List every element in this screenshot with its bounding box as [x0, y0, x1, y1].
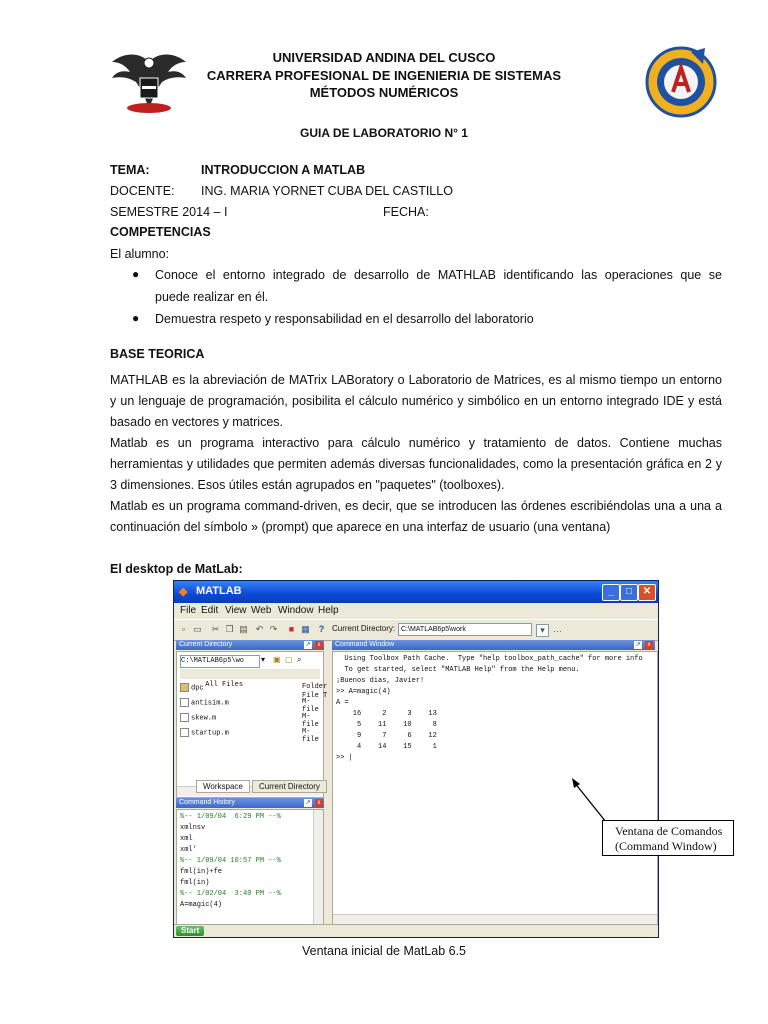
- new-folder-icon[interactable]: ▢: [285, 655, 293, 664]
- close-icon[interactable]: ✕: [638, 584, 656, 601]
- undock-icon[interactable]: ↗: [635, 642, 641, 648]
- file-type: M-file: [302, 713, 319, 729]
- bullet1-line1: Conoce el entorno integrado de desarrollo de MATHLAB identificando las operaciones que se: [155, 268, 722, 282]
- file-type: M-file: [302, 698, 319, 714]
- course-name: MÉTODOS NUMÉRICOS: [309, 85, 459, 100]
- file-row[interactable]: [180, 713, 319, 729]
- new-file-icon[interactable]: ▫: [181, 624, 186, 634]
- base-teorica-heading: BASE TEORICA: [110, 347, 205, 361]
- paragraph-1: MATHLAB es la abreviación de MATrix LABoratory o Laboratorio de Matrices, es al mismo tiempo un entorno y un lenguaje de programación, posibilita el cálculo numérico y simbólico en un entorno integrado IDE y está basado en vectores y matrices.: [110, 373, 722, 429]
- history-entry[interactable]: %-- 1/09/04 10:57 PM --%: [180, 857, 281, 865]
- career-name: CARRERA PROFESIONAL DE INGENIERIA DE SISTEMAS: [206, 68, 562, 83]
- docente-value: ING. MARIA YORNET CUBA DEL CASTILLO: [201, 184, 453, 198]
- m-file-icon: [180, 728, 189, 737]
- matlab-logo-icon: ◆: [179, 586, 188, 598]
- start-button[interactable]: Start: [176, 926, 204, 936]
- command-output: [336, 654, 643, 764]
- cut-icon[interactable]: ✂: [211, 624, 220, 634]
- current-directory-label: Current Directory:: [332, 624, 396, 633]
- history-entry[interactable]: fml(in)+fe: [180, 868, 223, 876]
- command-window-panel-title: Command Window: [335, 641, 395, 648]
- fecha-label: FECHA:: [383, 205, 429, 219]
- minimize-icon[interactable]: _: [602, 584, 620, 601]
- file-name: antisim.m: [191, 699, 229, 708]
- undock-icon[interactable]: ↗: [305, 642, 311, 648]
- maximize-icon[interactable]: □: [620, 584, 638, 601]
- current-directory-input[interactable]: C:\MATLAB6p5\work: [398, 623, 532, 636]
- menu-web[interactable]: Web: [251, 605, 272, 616]
- menu-bar: [174, 603, 658, 619]
- close-panel-icon[interactable]: x: [315, 641, 323, 649]
- file-row[interactable]: [180, 698, 319, 714]
- desktop-heading: El desktop de MatLab:: [110, 562, 243, 576]
- history-entry[interactable]: fml(in): [180, 879, 210, 887]
- chevron-down-icon[interactable]: ▾: [536, 624, 549, 637]
- university-name: UNIVERSIDAD ANDINA DEL CUSCO: [272, 50, 496, 65]
- help-icon[interactable]: ?: [318, 624, 325, 634]
- callout-line1: Ventana de Comandos: [615, 824, 723, 838]
- m-file-icon: [180, 713, 189, 722]
- redo-icon[interactable]: ↷: [269, 624, 278, 634]
- browse-folder-icon[interactable]: …: [553, 624, 562, 634]
- paragraph-2: Matlab es un programa interactivo para cálculo numérico y tratamiento de datos. Contiene muchas herramientas y utilidades que permiten además diversas funcionalidades, como la presentación gráfica en 2 y 3 dimensiones. Esos útiles están agrupados en "paquetes" (toolboxes).: [110, 436, 722, 492]
- competencias-intro: El alumno:: [110, 247, 170, 261]
- bullet-dot: ●: [132, 311, 140, 325]
- guide-title: GUIA DE LABORATORIO N° 1: [300, 126, 468, 140]
- matlab-window: [173, 580, 659, 938]
- paragraph-3: Matlab es un programa command-driven, es decir, que se introducen las órdenes escribiéndolas una a una a continuación del símbolo » (prompt) que aparece en una interfaz de usuario (una ventana): [110, 499, 722, 534]
- menu-edit[interactable]: Edit: [201, 605, 219, 616]
- toolbar: [174, 619, 658, 641]
- menu-file[interactable]: File: [180, 605, 197, 616]
- file-type: M-file: [302, 728, 319, 744]
- current-directory-panel-header: [176, 640, 324, 650]
- paste-icon[interactable]: ▤: [239, 624, 248, 634]
- command-history-panel-header: [176, 798, 324, 808]
- command-line: To get started, select "MATLAB Help" from the Help menu.: [336, 666, 580, 674]
- command-line: Using Toolbox Path Cache. Type "help toolbox_path_cache" for more info: [336, 655, 643, 663]
- command-history-pane: [176, 809, 324, 925]
- bullet2: Demuestra respeto y responsabilidad en el desarrollo del laboratorio: [155, 312, 534, 326]
- competencias-heading: COMPETENCIAS: [110, 225, 211, 239]
- figure-caption: Ventana inicial de MatLab 6.5: [301, 944, 466, 958]
- history-entry[interactable]: xmlnsv: [180, 824, 206, 832]
- command-line: 16 2 3 13: [336, 710, 437, 718]
- tema-label: TEMA:: [110, 163, 150, 177]
- simulink-icon[interactable]: ■: [288, 624, 295, 634]
- command-line: >> A=magic(4): [336, 688, 391, 696]
- command-line: 9 7 6 12: [336, 732, 437, 740]
- history-entry[interactable]: %-- 1/02/04 3:40 PM --%: [180, 890, 281, 898]
- current-directory-pane: [176, 651, 328, 798]
- directory-combo[interactable]: C:\MATLAB6p5\wo: [180, 655, 260, 668]
- callout-box: [602, 820, 734, 856]
- menu-help[interactable]: Help: [318, 605, 339, 616]
- chevron-down-icon[interactable]: ▾: [261, 655, 266, 664]
- copy-icon[interactable]: ❐: [225, 624, 234, 634]
- m-file-icon: [180, 698, 189, 707]
- command-line: 4 14 15 1: [336, 743, 437, 751]
- guide-icon[interactable]: ▦: [301, 624, 310, 634]
- close-panel-icon[interactable]: x: [645, 641, 653, 649]
- bullet-dot: ●: [132, 267, 140, 281]
- horizontal-scrollbar[interactable]: [333, 914, 657, 924]
- bullet1-line2: puede realizar en él.: [155, 290, 269, 304]
- matlab-title-bar: [174, 581, 658, 603]
- matlab-title: MATLAB: [196, 585, 242, 597]
- file-name: startup.m: [191, 729, 229, 738]
- tab-current-directory[interactable]: Current Directory: [252, 780, 327, 793]
- history-entry[interactable]: xml: [180, 835, 193, 843]
- menu-window[interactable]: Window: [278, 605, 314, 616]
- col-file-type[interactable]: File T: [302, 692, 328, 700]
- undock-icon[interactable]: ↗: [305, 800, 311, 806]
- taskbar: [174, 924, 658, 938]
- undo-icon[interactable]: ↶: [255, 624, 264, 634]
- history-entry[interactable]: %-- 1/09/04 6:29 PM --%: [180, 813, 281, 821]
- folder-up-icon[interactable]: ▣: [273, 655, 281, 664]
- current-directory-panel-title: Current Directory: [179, 641, 233, 648]
- callout-line2: (Command Window): [615, 839, 717, 853]
- file-row[interactable]: [180, 728, 319, 744]
- command-line: ¡Buenos dias, Javier!: [336, 677, 425, 685]
- col-all-files[interactable]: All Files: [205, 681, 244, 689]
- tab-workspace[interactable]: Workspace: [196, 780, 250, 793]
- file-name: dpc: [191, 684, 204, 693]
- command-line: A =: [336, 699, 349, 707]
- history-entry[interactable]: A=magic(4): [180, 901, 223, 909]
- command-window-panel-header: [332, 640, 655, 650]
- folder-icon: [180, 683, 189, 692]
- semestre: SEMESTRE 2014 – I: [110, 205, 228, 219]
- file-name: skew.m: [191, 714, 217, 723]
- open-file-icon[interactable]: ▭: [193, 624, 202, 634]
- find-icon[interactable]: ⌕: [297, 655, 302, 664]
- history-list: [180, 812, 281, 911]
- docente-label: DOCENTE:: [110, 184, 175, 198]
- menu-view[interactable]: View: [225, 605, 247, 616]
- file-type: Folder: [302, 683, 328, 691]
- close-panel-icon[interactable]: x: [315, 799, 323, 807]
- tema-value: INTRODUCCION A MATLAB: [201, 163, 366, 177]
- vertical-scrollbar[interactable]: [313, 810, 323, 924]
- command-line: 5 11 10 8: [336, 721, 437, 729]
- callout-arrow: [566, 776, 616, 826]
- history-entry[interactable]: xml': [180, 846, 197, 854]
- command-prompt[interactable]: >> |: [336, 754, 353, 762]
- command-history-panel-title: Command History: [179, 799, 236, 806]
